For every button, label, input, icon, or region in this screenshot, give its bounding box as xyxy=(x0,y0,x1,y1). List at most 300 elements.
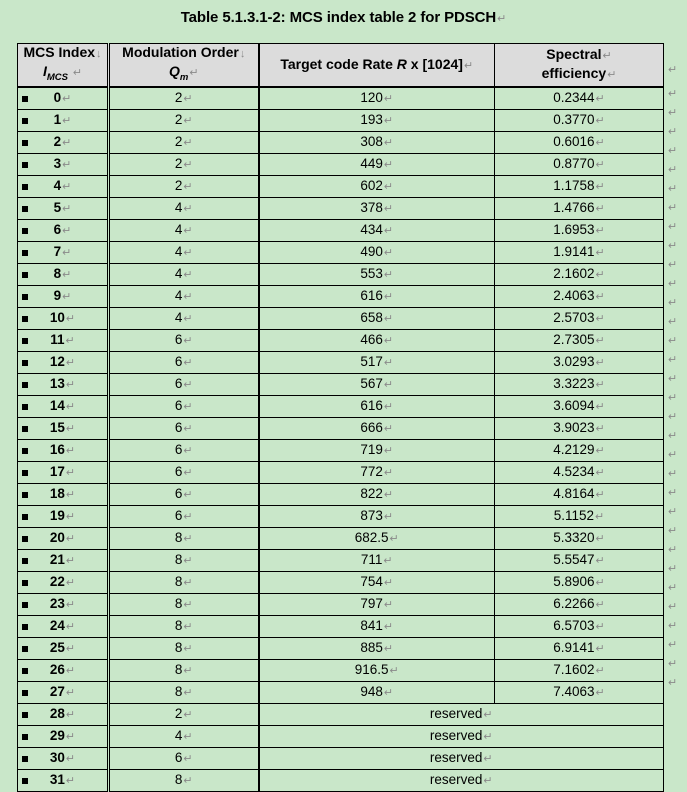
modulation-order-value: 6 xyxy=(174,486,183,501)
modulation-order-value: 2 xyxy=(174,134,183,149)
pilcrow-mark: ↵ xyxy=(483,775,493,787)
spectral-efficiency-value: 5.5547 xyxy=(553,552,595,567)
spectral-efficiency-value: 7.1602 xyxy=(553,662,595,677)
cell-mcs-index xyxy=(18,462,109,484)
pilcrow-mark: ↵ xyxy=(668,601,678,613)
pilcrow-mark: ↵ xyxy=(383,511,394,523)
pilcrow-mark: ↵ xyxy=(595,159,605,171)
target-code-rate-value: 841 xyxy=(360,618,383,633)
bullet-square-icon xyxy=(22,470,28,476)
cell-target-code-rate xyxy=(259,616,495,638)
modulation-order-value: 8 xyxy=(174,684,183,699)
pilcrow-mark: ↵ xyxy=(65,489,76,501)
mcs-index-value: 7 xyxy=(53,244,62,259)
pilcrow-mark: ↵ xyxy=(595,599,605,611)
table-row xyxy=(18,440,664,462)
bullet-square-icon xyxy=(22,778,28,784)
bullet-square-icon xyxy=(22,272,28,278)
bullet-square-icon xyxy=(22,668,28,674)
bullet-square-icon xyxy=(22,250,28,256)
cell-mcs-index xyxy=(18,770,109,792)
cell-spectral-efficiency xyxy=(495,330,664,352)
mcs-index-value: 0 xyxy=(53,90,62,105)
pilcrow-mark: ↵ xyxy=(183,115,193,127)
pilcrow-mark: ↵ xyxy=(383,401,394,413)
soft-return-mark: ↓ xyxy=(239,48,246,61)
pilcrow-mark: ↵ xyxy=(183,511,193,523)
pilcrow-mark: ↵ xyxy=(668,620,678,632)
pilcrow-mark: ↵ xyxy=(595,445,605,457)
pilcrow-mark: ↵ xyxy=(595,115,605,127)
column-header-mcs-index xyxy=(18,44,109,88)
cell-spectral-efficiency xyxy=(495,506,664,528)
cell-modulation-order xyxy=(109,87,259,110)
modulation-order-value: 4 xyxy=(174,266,183,281)
imcs-symbol: I xyxy=(42,63,47,80)
modulation-order-value: 2 xyxy=(174,90,183,105)
pilcrow-mark: ↵ xyxy=(383,445,394,457)
spectral-efficiency-value: 7.4063 xyxy=(553,684,595,699)
cell-modulation-order xyxy=(109,396,259,418)
bullet-square-icon xyxy=(22,602,28,608)
modulation-order-value: 4 xyxy=(174,222,183,237)
spectral-efficiency-value: 1.1758 xyxy=(553,178,595,193)
cell-modulation-order xyxy=(109,110,259,132)
column-header-spectral-efficiency xyxy=(495,44,664,88)
pilcrow-mark: ↵ xyxy=(65,665,76,677)
pilcrow-mark: ↵ xyxy=(383,225,394,237)
modulation-order-value: 6 xyxy=(174,332,183,347)
pilcrow-mark: ↵ xyxy=(183,423,193,435)
spectral-efficiency-value: 6.5703 xyxy=(553,618,595,633)
pilcrow-mark: ↵ xyxy=(65,357,76,369)
mcs-index-value: 28 xyxy=(49,706,65,721)
pilcrow-mark: ↵ xyxy=(65,401,76,413)
pilcrow-mark: ↵ xyxy=(183,775,193,787)
table-row xyxy=(18,726,664,748)
modulation-order-value: 8 xyxy=(174,640,183,655)
table-body xyxy=(18,87,664,792)
bullet-square-icon xyxy=(22,426,28,432)
bullet-square-icon xyxy=(22,96,28,102)
pilcrow-mark: ↵ xyxy=(65,335,75,347)
spectral-efficiency-value: 2.5703 xyxy=(553,310,595,325)
pilcrow-mark: ↵ xyxy=(62,115,72,127)
pilcrow-mark: ↵ xyxy=(595,577,605,589)
pilcrow-mark: ↵ xyxy=(183,401,193,413)
pilcrow-mark: ↵ xyxy=(383,93,394,105)
target-code-rate-value: 682.5 xyxy=(354,530,389,545)
target-code-rate-prefix: Target code Rate xyxy=(280,55,397,72)
cell-mcs-index xyxy=(18,418,109,440)
reserved-label: reserved xyxy=(429,706,483,721)
mcs-index-value: 23 xyxy=(49,596,65,611)
pilcrow-mark: ↵ xyxy=(595,643,605,655)
bullet-square-icon xyxy=(22,184,28,190)
pilcrow-mark: ↵ xyxy=(668,411,678,423)
cell-spectral-efficiency xyxy=(495,594,664,616)
pilcrow-mark: ↵ xyxy=(383,621,394,633)
table-row xyxy=(18,352,664,374)
outside-paragraph-marks xyxy=(668,43,686,693)
pilcrow-mark: ↵ xyxy=(595,247,605,259)
pilcrow-mark: ↵ xyxy=(183,159,193,171)
mcs-index-value: 6 xyxy=(53,222,62,237)
pilcrow-mark: ↵ xyxy=(62,225,72,237)
table-row xyxy=(18,154,664,176)
cell-modulation-order xyxy=(109,176,259,198)
pilcrow-mark: ↵ xyxy=(668,506,678,518)
pilcrow-mark: ↵ xyxy=(668,64,678,76)
column-header-modulation-order-line1: Modulation Order↓ xyxy=(122,44,246,61)
column-header-modulation-order xyxy=(109,44,259,88)
mcs-index-value: 18 xyxy=(49,486,65,501)
cell-modulation-order xyxy=(109,132,259,154)
mcs-index-value: 26 xyxy=(49,662,65,677)
table-row xyxy=(18,594,664,616)
cell-modulation-order xyxy=(109,264,259,286)
table-row xyxy=(18,220,664,242)
table-row xyxy=(18,198,664,220)
mcs-index-value: 14 xyxy=(49,398,65,413)
cell-mcs-index xyxy=(18,242,109,264)
pilcrow-mark: ↵ xyxy=(483,731,493,743)
modulation-order-value: 8 xyxy=(174,552,183,567)
cell-modulation-order xyxy=(109,748,259,770)
pilcrow-mark: ↵ xyxy=(668,107,678,119)
imcs-subscript: MCS xyxy=(46,71,68,83)
pilcrow-mark: ↵ xyxy=(183,379,193,391)
pilcrow-mark: ↵ xyxy=(183,269,193,281)
table-row xyxy=(18,506,664,528)
cell-mcs-index xyxy=(18,550,109,572)
cell-target-code-rate xyxy=(259,484,495,506)
cell-modulation-order xyxy=(109,528,259,550)
pilcrow-mark: ↵ xyxy=(668,259,678,271)
target-code-rate-value: 873 xyxy=(360,508,383,523)
mcs-index-value: 31 xyxy=(49,772,65,787)
cell-mcs-index xyxy=(18,330,109,352)
bullet-square-icon xyxy=(22,690,28,696)
cell-target-code-rate xyxy=(259,286,495,308)
modulation-order-value: 2 xyxy=(174,706,183,721)
pilcrow-mark: ↵ xyxy=(65,313,76,325)
pilcrow-mark: ↵ xyxy=(668,563,678,575)
cell-modulation-order xyxy=(109,726,259,748)
cell-spectral-efficiency xyxy=(495,528,664,550)
pilcrow-mark: ↵ xyxy=(595,137,605,149)
bullet-square-icon xyxy=(22,162,28,168)
cell-spectral-efficiency xyxy=(495,638,664,660)
modulation-order-value: 8 xyxy=(174,618,183,633)
reserved-label: reserved xyxy=(429,750,483,765)
bullet-square-icon xyxy=(22,624,28,630)
bullet-square-icon xyxy=(22,756,28,762)
mcs-index-value: 20 xyxy=(49,530,65,545)
cell-modulation-order xyxy=(109,198,259,220)
modulation-order-value: 4 xyxy=(174,200,183,215)
spectral-efficiency-value: 3.3223 xyxy=(553,376,595,391)
table-row xyxy=(18,616,664,638)
cell-spectral-efficiency xyxy=(495,616,664,638)
target-code-rate-value: 490 xyxy=(360,244,383,259)
bullet-square-icon xyxy=(22,316,28,322)
cell-modulation-order xyxy=(109,242,259,264)
spectral-efficiency-value: 3.0293 xyxy=(553,354,595,369)
bullet-square-icon xyxy=(22,712,28,718)
pilcrow-mark: ↵ xyxy=(668,373,678,385)
modulation-order-value: 6 xyxy=(174,354,183,369)
target-code-rate-value: 517 xyxy=(360,354,383,369)
page-title-text: Table 5.1.3.1-2: MCS index table 2 for PDSCH xyxy=(180,9,497,26)
cell-spectral-efficiency xyxy=(495,440,664,462)
bullet-square-icon xyxy=(22,514,28,520)
cell-modulation-order xyxy=(109,374,259,396)
cell-mcs-index xyxy=(18,154,109,176)
mcs-index-value: 19 xyxy=(49,508,65,523)
bullet-square-icon xyxy=(22,118,28,124)
target-code-rate-value: 193 xyxy=(360,112,383,127)
pilcrow-mark: ↵ xyxy=(183,357,193,369)
pilcrow-mark: ↵ xyxy=(383,313,394,325)
target-code-rate-value: 822 xyxy=(360,486,383,501)
cell-reserved xyxy=(259,770,664,792)
cell-spectral-efficiency xyxy=(495,87,664,110)
modulation-order-value: 2 xyxy=(174,156,183,171)
target-code-rate-suffix: x [1024] xyxy=(406,55,463,72)
cell-spectral-efficiency xyxy=(495,682,664,704)
spectral-efficiency-value: 0.6016 xyxy=(553,134,595,149)
spectral-efficiency-value: 2.1602 xyxy=(553,266,595,281)
cell-modulation-order xyxy=(109,462,259,484)
cell-modulation-order xyxy=(109,286,259,308)
cell-mcs-index xyxy=(18,638,109,660)
pilcrow-mark: ↵ xyxy=(668,525,678,537)
pilcrow-mark: ↵ xyxy=(62,137,72,149)
mcs-index-value: 10 xyxy=(49,310,65,325)
pilcrow-mark: ↵ xyxy=(668,677,678,689)
cell-spectral-efficiency xyxy=(495,286,664,308)
modulation-order-value: 4 xyxy=(174,244,183,259)
cell-modulation-order xyxy=(109,484,259,506)
spectral-efficiency-value: 1.6953 xyxy=(553,222,595,237)
cell-spectral-efficiency xyxy=(495,176,664,198)
modulation-order-value: 6 xyxy=(174,464,183,479)
column-header-target-code-rate xyxy=(259,44,495,88)
pilcrow-mark: ↵ xyxy=(668,335,678,347)
mcs-index-value: 27 xyxy=(49,684,65,699)
table-row xyxy=(18,418,664,440)
pilcrow-mark: ↵ xyxy=(383,291,394,303)
pilcrow-mark: ↵ xyxy=(65,511,76,523)
bullet-square-icon xyxy=(22,228,28,234)
pilcrow-mark: ↵ xyxy=(383,335,394,347)
cell-target-code-rate xyxy=(259,154,495,176)
pilcrow-mark: ↵ xyxy=(183,445,193,457)
pilcrow-mark: ↵ xyxy=(65,423,76,435)
pilcrow-mark: ↵ xyxy=(383,357,394,369)
target-code-rate-value: 719 xyxy=(360,442,383,457)
spectral-efficiency-value: 6.2266 xyxy=(553,596,595,611)
spectral-efficiency-value: 1.9141 xyxy=(553,244,595,259)
cell-target-code-rate xyxy=(259,638,495,660)
pilcrow-mark: ↵ xyxy=(183,753,193,765)
mcs-index-value: 9 xyxy=(53,288,62,303)
pilcrow-mark: ↵ xyxy=(183,335,193,347)
table-row xyxy=(18,286,664,308)
pilcrow-mark: ↵ xyxy=(668,202,678,214)
cell-modulation-order xyxy=(109,330,259,352)
cell-target-code-rate xyxy=(259,132,495,154)
pilcrow-mark: ↵ xyxy=(183,709,193,721)
pilcrow-mark: ↵ xyxy=(607,69,617,81)
pilcrow-mark: ↵ xyxy=(595,313,605,325)
pilcrow-mark: ↵ xyxy=(668,164,678,176)
mcs-index-value: 16 xyxy=(49,442,65,457)
pilcrow-mark: ↵ xyxy=(483,753,493,765)
column-header-spectral-efficiency-line2: efficiency↵ xyxy=(541,65,617,81)
pilcrow-mark: ↵ xyxy=(668,658,678,670)
pilcrow-mark: ↵ xyxy=(62,247,72,259)
cell-modulation-order xyxy=(109,704,259,726)
cell-target-code-rate xyxy=(259,242,495,264)
modulation-order-value: 6 xyxy=(174,398,183,413)
cell-target-code-rate xyxy=(259,572,495,594)
pilcrow-mark: ↵ xyxy=(595,357,605,369)
table-row xyxy=(18,748,664,770)
pilcrow-mark: ↵ xyxy=(65,731,76,743)
pilcrow-mark: ↵ xyxy=(383,159,394,171)
column-header-mcs-index-line2 xyxy=(18,63,107,86)
pilcrow-mark: ↵ xyxy=(463,59,474,72)
bullet-square-icon xyxy=(22,646,28,652)
target-code-rate-value: 885 xyxy=(360,640,383,655)
pilcrow-mark: ↵ xyxy=(389,533,399,545)
cell-mcs-index xyxy=(18,110,109,132)
cell-mcs-index xyxy=(18,308,109,330)
cell-target-code-rate xyxy=(259,110,495,132)
mcs-index-value: 8 xyxy=(53,266,62,281)
cell-mcs-index xyxy=(18,506,109,528)
pilcrow-mark: ↵ xyxy=(183,467,193,479)
bullet-square-icon xyxy=(22,558,28,564)
pilcrow-mark: ↵ xyxy=(595,665,605,677)
pilcrow-mark: ↵ xyxy=(383,687,394,699)
cell-modulation-order xyxy=(109,154,259,176)
target-code-rate-value: 666 xyxy=(360,420,383,435)
mcs-index-value: 30 xyxy=(49,750,65,765)
pilcrow-mark: ↵ xyxy=(62,181,72,193)
modulation-order-value: 8 xyxy=(174,662,183,677)
mcs-index-value: 21 xyxy=(49,552,65,567)
cell-modulation-order xyxy=(109,220,259,242)
table-row xyxy=(18,660,664,682)
pilcrow-mark: ↵ xyxy=(383,181,394,193)
spectral-efficiency-value: 2.7305 xyxy=(553,332,595,347)
pilcrow-mark: ↵ xyxy=(668,582,678,594)
pilcrow-mark: ↵ xyxy=(62,159,72,171)
pilcrow-mark: ↵ xyxy=(65,709,76,721)
pilcrow-mark: ↵ xyxy=(595,379,605,391)
mcs-index-value: 24 xyxy=(49,618,65,633)
cell-spectral-efficiency xyxy=(495,352,664,374)
pilcrow-mark: ↵ xyxy=(595,423,605,435)
pilcrow-mark: ↵ xyxy=(72,67,83,80)
modulation-order-value: 8 xyxy=(174,574,183,589)
cell-mcs-index xyxy=(18,704,109,726)
pilcrow-mark: ↵ xyxy=(183,203,193,215)
spectral-efficiency-value: 4.5234 xyxy=(553,464,595,479)
pilcrow-mark: ↵ xyxy=(183,731,193,743)
cell-mcs-index xyxy=(18,660,109,682)
column-header-mcs-index-line1: MCS Index↓ xyxy=(18,44,107,63)
pilcrow-mark: ↵ xyxy=(668,468,678,480)
bullet-square-icon xyxy=(22,206,28,212)
cell-mcs-index xyxy=(18,374,109,396)
cell-mcs-index xyxy=(18,198,109,220)
pilcrow-mark: ↵ xyxy=(668,240,678,252)
pilcrow-mark: ↵ xyxy=(183,291,193,303)
target-code-rate-value: 308 xyxy=(360,134,383,149)
cell-mcs-index xyxy=(18,440,109,462)
target-code-rate-value: 553 xyxy=(360,266,383,281)
pilcrow-mark: ↵ xyxy=(383,115,394,127)
spectral-efficiency-value: 4.2129 xyxy=(553,442,595,457)
pilcrow-mark: ↵ xyxy=(65,599,76,611)
mcs-index-value: 25 xyxy=(49,640,65,655)
cell-target-code-rate xyxy=(259,660,495,682)
bullet-square-icon xyxy=(22,404,28,410)
cell-modulation-order xyxy=(109,616,259,638)
pilcrow-mark: ↵ xyxy=(183,225,193,237)
spectral-efficiency-value: 5.1152 xyxy=(553,508,595,523)
target-code-rate-value: 948 xyxy=(360,684,383,699)
pilcrow-mark: ↵ xyxy=(483,709,493,721)
pilcrow-mark: ↵ xyxy=(668,639,678,651)
table-row xyxy=(18,682,664,704)
cell-target-code-rate xyxy=(259,462,495,484)
pilcrow-mark: ↵ xyxy=(595,401,605,413)
pilcrow-mark: ↵ xyxy=(65,621,76,633)
bullet-square-icon xyxy=(22,492,28,498)
cell-target-code-rate xyxy=(259,330,495,352)
target-code-rate-r-symbol: R xyxy=(396,55,407,72)
pilcrow-mark: ↵ xyxy=(595,93,605,105)
bullet-square-icon xyxy=(22,536,28,542)
pilcrow-mark: ↵ xyxy=(183,489,193,501)
mcs-index-value: 22 xyxy=(49,574,65,589)
target-code-rate-value: 120 xyxy=(360,90,383,105)
qm-symbol: Q xyxy=(168,63,180,80)
table-header xyxy=(18,44,664,88)
pilcrow-mark: ↵ xyxy=(183,621,193,633)
table-row xyxy=(18,704,664,726)
pilcrow-mark: ↵ xyxy=(383,643,394,655)
modulation-order-value: 8 xyxy=(174,530,183,545)
modulation-order-value: 6 xyxy=(174,376,183,391)
target-code-rate-value: 916.5 xyxy=(354,662,389,677)
table-row xyxy=(18,110,664,132)
pilcrow-mark: ↵ xyxy=(595,489,605,501)
cell-target-code-rate xyxy=(259,87,495,110)
pilcrow-mark: ↵ xyxy=(668,316,678,328)
pilcrow-mark: ↵ xyxy=(595,687,605,699)
bullet-square-icon xyxy=(22,140,28,146)
bullet-square-icon xyxy=(22,580,28,586)
pilcrow-mark: ↵ xyxy=(183,137,193,149)
pilcrow-mark: ↵ xyxy=(595,467,605,479)
bullet-square-icon xyxy=(22,294,28,300)
